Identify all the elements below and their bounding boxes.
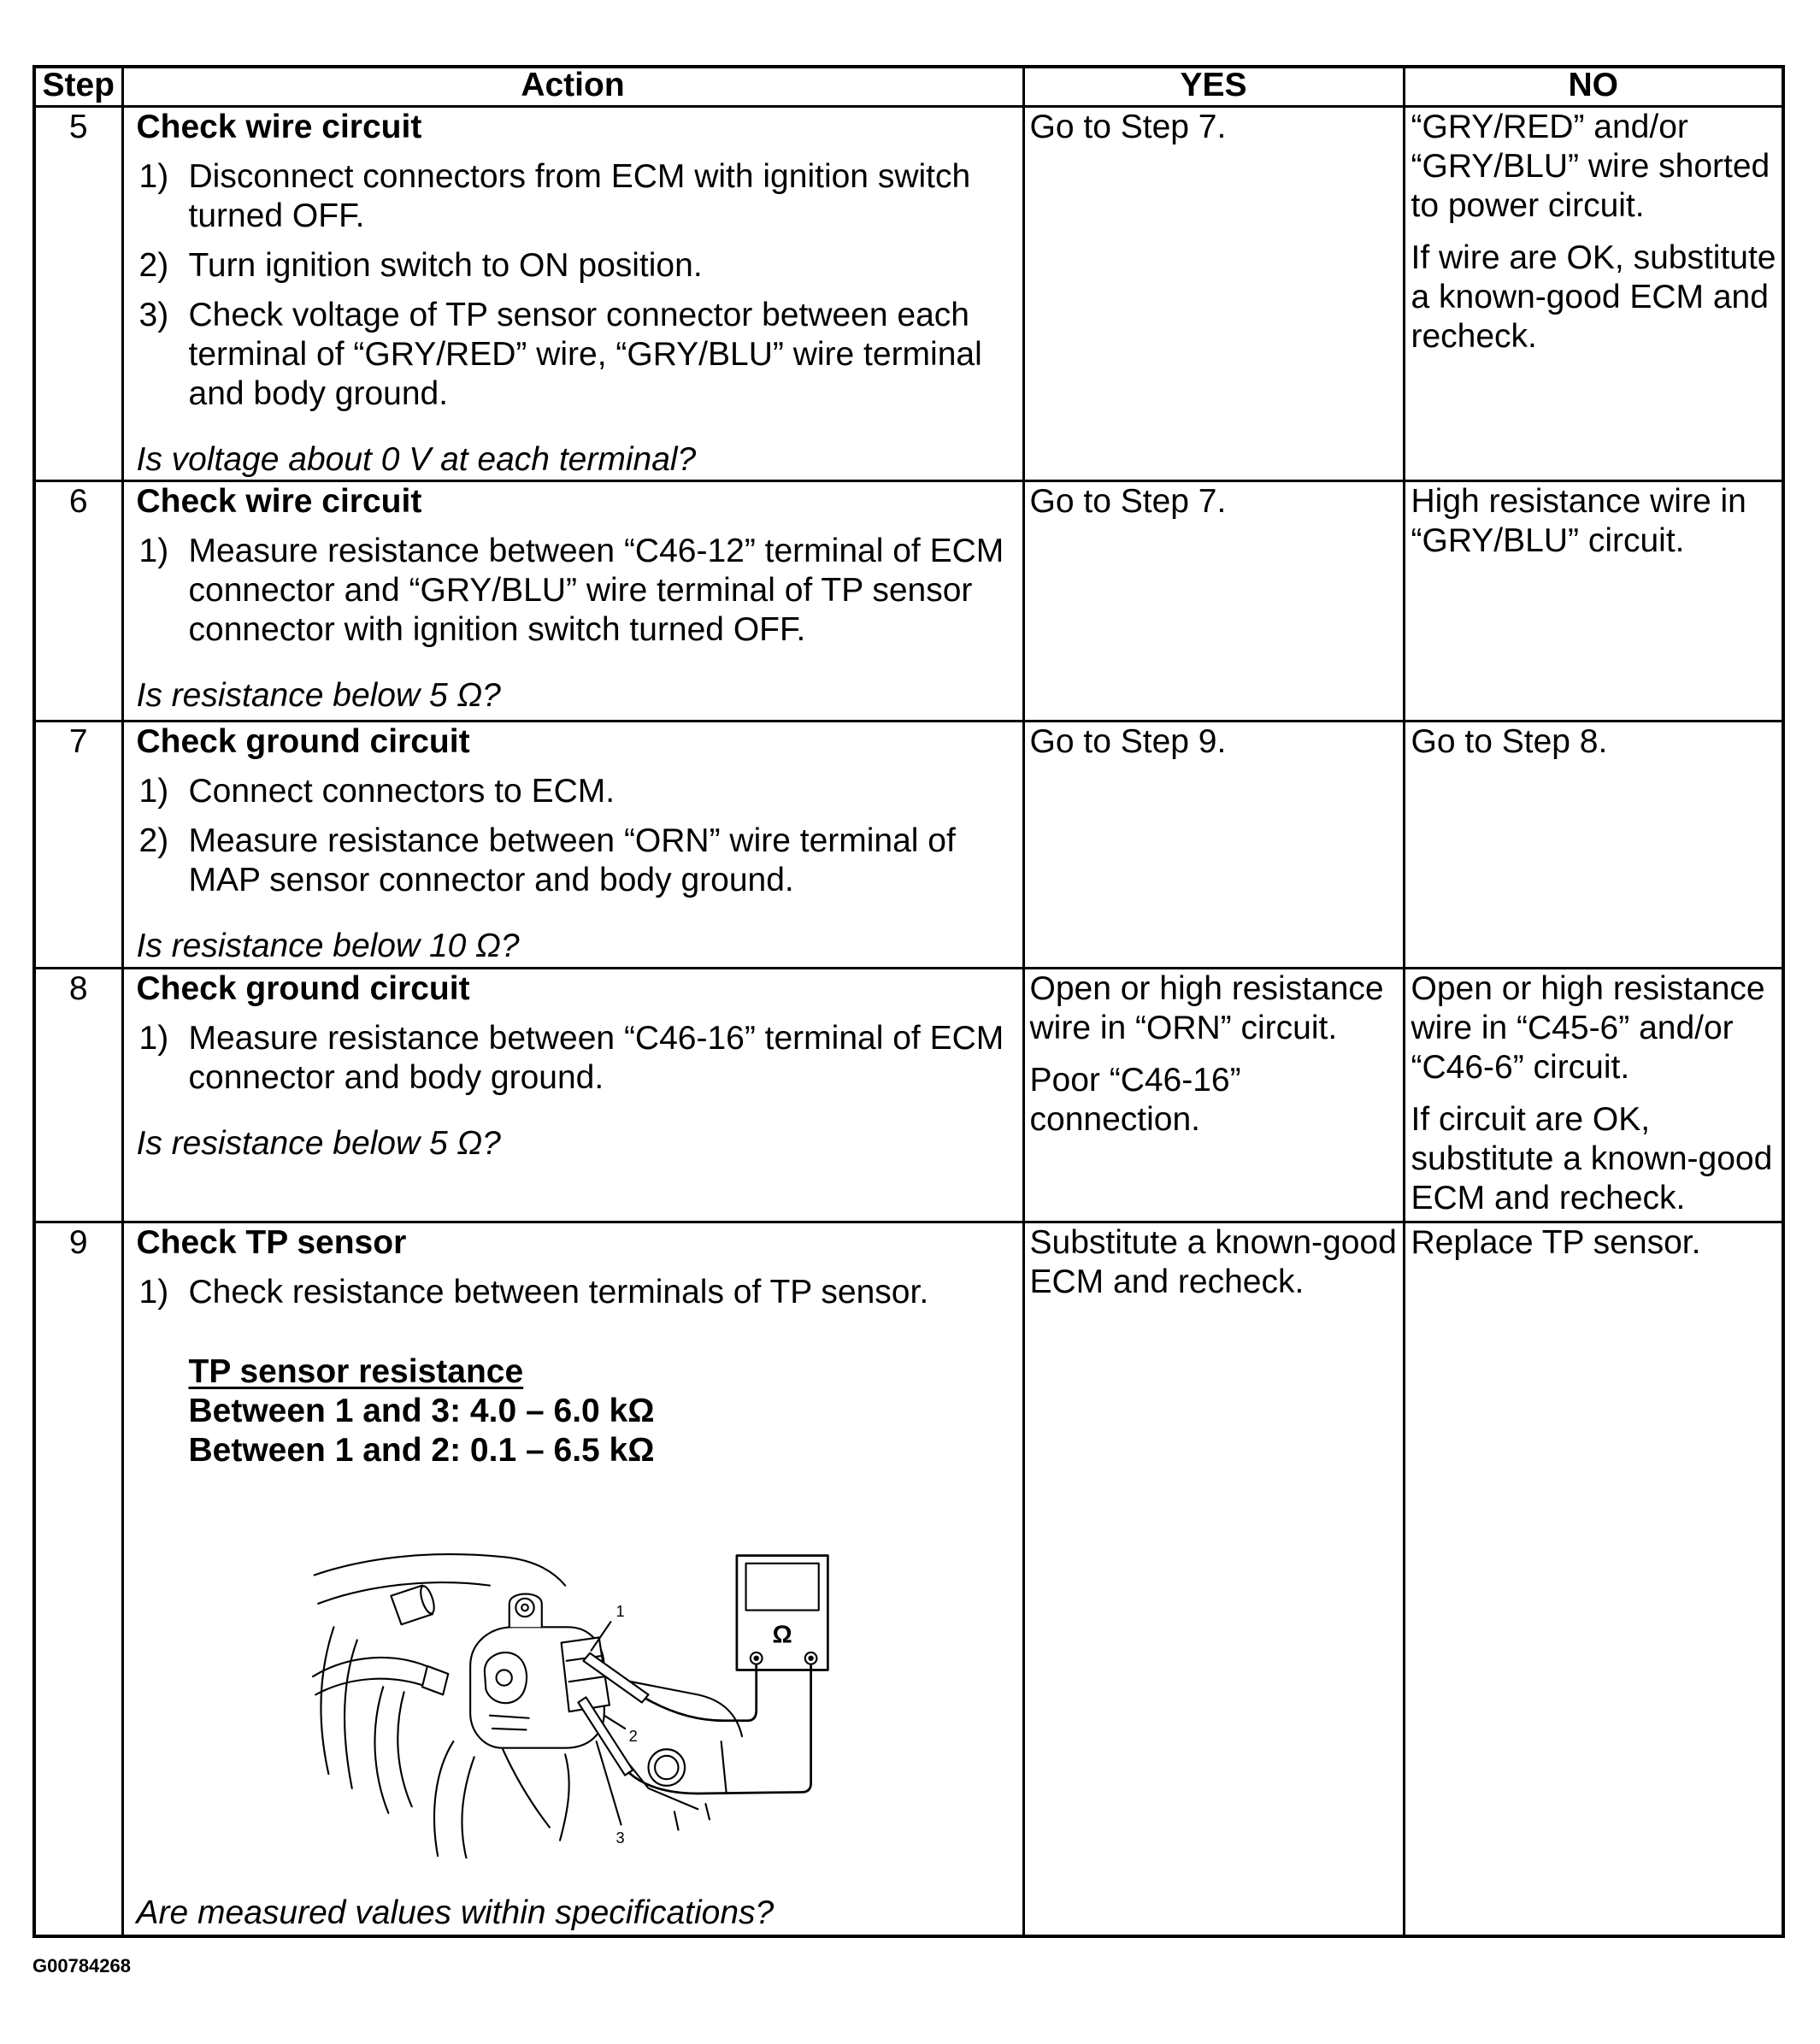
no-result-text: Open or high resistance wire in “C45-6” and/or “C46-6” circuit.	[1411, 969, 1765, 1086]
procedure-item	[137, 1019, 1017, 1098]
action-title: Check ground circuit	[136, 722, 470, 760]
check-question: Is voltage about 0 V at each terminal?	[136, 440, 697, 478]
item-text: Check voltage of TP sensor connector between each terminal of “GRY/RED” wire, “GRY/BLU” wire terminal and body ground.	[188, 296, 982, 412]
item-number: 1)	[138, 532, 169, 569]
bracket-drawing	[604, 1676, 741, 1829]
action-title: Check wire circuit	[136, 108, 422, 145]
specification-block	[189, 1352, 1017, 1470]
hose-clamp-drawing	[391, 1584, 437, 1624]
item-number: 2)	[138, 246, 169, 284]
action-cell	[122, 721, 1023, 968]
yes-result-text: Go to Step 7.	[1029, 108, 1227, 145]
procedure-item	[137, 822, 1017, 900]
step-row	[34, 480, 1783, 721]
procedure-list	[137, 1019, 1017, 1098]
yes-result-cell	[1023, 106, 1404, 480]
yes-result-cell	[1023, 721, 1404, 968]
ohm-symbol: Ω	[772, 1621, 792, 1649]
header-action: Action	[122, 67, 1023, 106]
action-cell	[122, 480, 1023, 721]
procedure-item	[137, 772, 1017, 811]
step-number: 9	[34, 1222, 122, 1936]
yes-result-text: Open or high resistance wire in “ORN” circuit.	[1029, 969, 1384, 1046]
yes-result-text: Substitute a known-good ECM and recheck.	[1029, 1223, 1397, 1300]
no-result-cell	[1404, 721, 1783, 968]
item-number: 1)	[138, 1273, 169, 1311]
header-row	[34, 67, 1783, 106]
header-step: Step	[34, 67, 122, 106]
item-text: Disconnect connectors from ECM with ignition switch turned OFF.	[188, 157, 971, 234]
callout-3: 3	[615, 1828, 625, 1847]
item-number: 1)	[138, 772, 169, 810]
yes-result-text: Go to Step 9.	[1029, 722, 1227, 760]
no-result-text: If wire are OK, substitute a known-good ECM and recheck.	[1411, 239, 1776, 355]
action-cell	[122, 1222, 1023, 1936]
item-text: Measure resistance between “ORN” wire terminal of MAP sensor connector and body ground.	[188, 822, 956, 898]
yes-result-cell	[1023, 1222, 1404, 1936]
procedure-item	[137, 296, 1017, 414]
item-number: 2)	[138, 822, 169, 859]
yes-result-text: Poor “C46-16” connection.	[1029, 1061, 1241, 1138]
header-yes: YES	[1023, 67, 1404, 106]
item-number: 1)	[138, 1019, 169, 1057]
no-result-text: High resistance wire in “GRY/BLU” circuit.	[1411, 482, 1746, 559]
no-result-text: “GRY/RED” and/or “GRY/BLU” wire shorted to power circuit.	[1411, 108, 1770, 224]
tp-sensor-illustration	[308, 1546, 834, 1858]
action-title: Check ground circuit	[136, 969, 470, 1007]
action-cell	[122, 968, 1023, 1222]
procedure-item	[137, 246, 1017, 286]
check-question: Is resistance below 5 Ω?	[136, 676, 501, 714]
spec-line: Between 1 and 3: 4.0 – 6.0 kΩ	[188, 1392, 655, 1429]
header-no: NO	[1404, 67, 1783, 106]
callout-1: 1	[615, 1601, 625, 1620]
step-row	[34, 968, 1783, 1222]
no-result-cell	[1404, 106, 1783, 480]
no-result-text: Go to Step 8.	[1411, 722, 1608, 760]
action-title: Check wire circuit	[136, 482, 422, 520]
procedure-list	[137, 1273, 1017, 1312]
document-code: G00784268	[32, 1955, 131, 1976]
step-number: 6	[34, 480, 122, 721]
no-result-text: Replace TP sensor.	[1411, 1223, 1701, 1261]
check-question: Is resistance below 5 Ω?	[136, 1124, 501, 1162]
no-result-cell	[1404, 968, 1783, 1222]
action-title: Check TP sensor	[136, 1223, 407, 1261]
item-number: 3)	[138, 296, 169, 333]
spec-title: TP sensor resistance	[188, 1352, 524, 1390]
check-question: Is resistance below 10 Ω?	[136, 927, 520, 964]
item-number: 1)	[138, 157, 169, 195]
yes-result-cell	[1023, 968, 1404, 1222]
item-text: Turn ignition switch to ON position.	[188, 246, 703, 284]
troubleshooting-table	[32, 65, 1785, 1938]
action-cell	[122, 106, 1023, 480]
procedure-item	[137, 1273, 1017, 1312]
no-result-cell	[1404, 480, 1783, 721]
callout-2: 2	[628, 1726, 638, 1745]
no-result-cell	[1404, 1222, 1783, 1936]
spec-line: Between 1 and 2: 0.1 – 6.5 kΩ	[188, 1431, 655, 1469]
step-number: 7	[34, 721, 122, 968]
step-row	[34, 721, 1783, 968]
item-text: Measure resistance between “C46-16” terminal of ECM connector and body ground.	[188, 1019, 1004, 1096]
item-text: Check resistance between terminals of TP sensor.	[188, 1273, 929, 1311]
no-result-text: If circuit are OK, substitute a known-good ECM and recheck.	[1411, 1100, 1773, 1216]
procedure-list	[137, 772, 1017, 900]
yes-result-text: Go to Step 7.	[1029, 482, 1227, 520]
procedure-item	[137, 532, 1017, 650]
yes-result-cell	[1023, 480, 1404, 721]
procedure-list	[137, 157, 1017, 414]
step-number: 5	[34, 106, 122, 480]
procedure-item	[137, 157, 1017, 236]
item-text: Connect connectors to ECM.	[188, 772, 616, 810]
step-row	[34, 106, 1783, 480]
check-question: Are measured values within specifications?	[136, 1894, 775, 1931]
ohmmeter	[736, 1555, 827, 1670]
item-text: Measure resistance between “C46-12” terminal of ECM connector and “GRY/BLU” wire terminal of TP sensor connector with ignition switch turned OFF.	[188, 532, 1004, 648]
step-number: 8	[34, 968, 122, 1222]
step-row	[34, 1222, 1783, 1936]
procedure-list	[137, 532, 1017, 650]
